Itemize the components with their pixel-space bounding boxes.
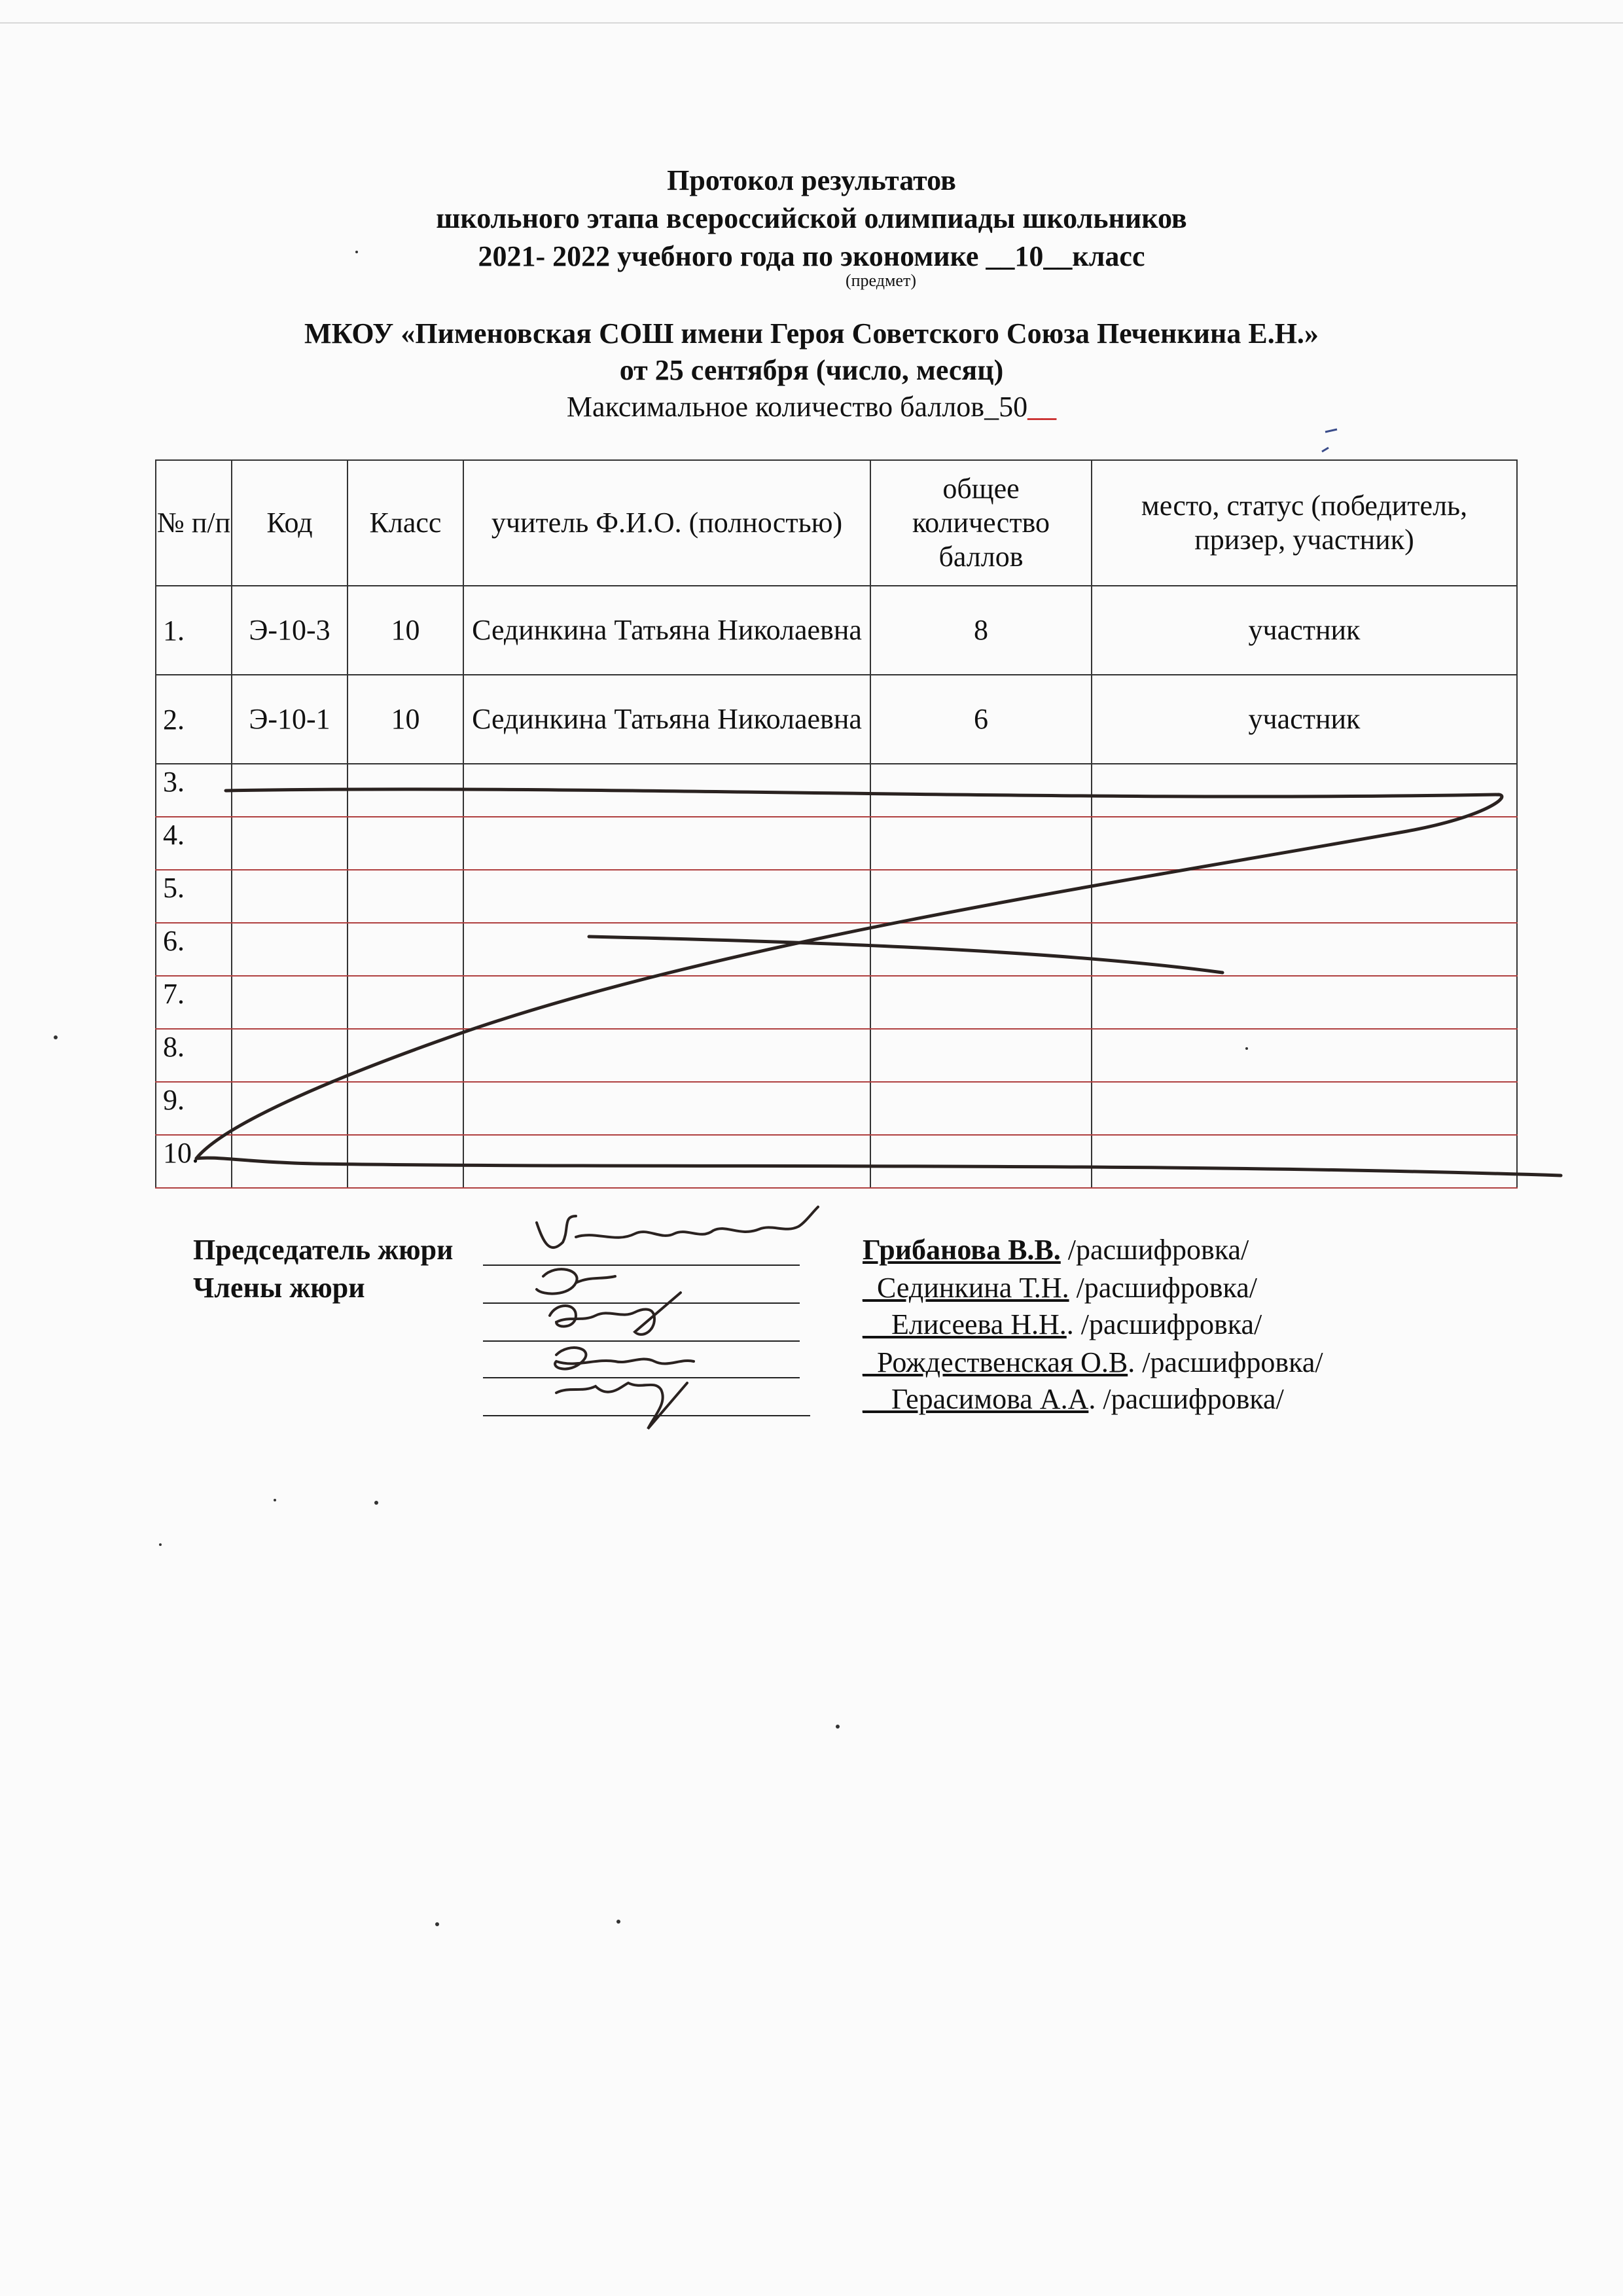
title-line1: Протокол результатов xyxy=(667,164,956,196)
header-code: Код xyxy=(232,460,348,586)
cell-class: 10 xyxy=(348,675,463,764)
member-name: Елисеева Н.Н. xyxy=(891,1308,1067,1340)
member-name: Рождественская О.В xyxy=(877,1346,1128,1378)
cell-num: 9. xyxy=(156,1082,232,1135)
cell-num: 4. xyxy=(156,817,232,870)
member-suffix: . /расшифровка/ xyxy=(1088,1383,1284,1415)
header-total: общее количество баллов xyxy=(870,460,1092,586)
cell-num: 8. xyxy=(156,1029,232,1082)
protocol-date: от 25 сентября (число, месяц) xyxy=(619,354,1004,386)
cell-teacher: Сединкина Татьяна Николаевна xyxy=(463,586,870,675)
member-suffix: /расшифровка/ xyxy=(1069,1272,1258,1304)
cell-teacher: Сединкина Татьяна Николаевна xyxy=(463,675,870,764)
cell-class: 10 xyxy=(348,586,463,675)
cell-total: 6 xyxy=(870,675,1092,764)
cell-num: 1. xyxy=(156,586,232,675)
cell-num: 2. xyxy=(156,675,232,764)
max-score-label: Максимальное количество баллов_50 xyxy=(566,391,1028,423)
subject-note: (предмет) xyxy=(845,271,916,290)
cell-num: 6. xyxy=(156,923,232,976)
school-name: МКОУ «Пименовская СОШ имени Героя Советского Союза Печенкина Е.Н.» xyxy=(304,317,1319,350)
chair-decode-suffix: /расшифровка/ xyxy=(1060,1234,1249,1266)
title-line3: 2021- 2022 учебного года по экономике __10__класс xyxy=(478,240,1145,272)
member-prefix: _ xyxy=(863,1272,877,1304)
header-place: место, статус (победитель, призер, участник) xyxy=(1092,460,1517,586)
header-teacher: учитель Ф.И.О. (полностью) xyxy=(463,460,870,586)
cell-place: участник xyxy=(1092,675,1517,764)
member-prefix: __ xyxy=(863,1383,891,1415)
members-label: Члены жюри xyxy=(193,1272,365,1304)
cell-code: Э-10-1 xyxy=(232,675,348,764)
cell-place: участник xyxy=(1092,586,1517,675)
chair-name: Грибанова В.В. xyxy=(863,1234,1061,1266)
chair-label: Председатель жюри xyxy=(193,1234,454,1266)
member-suffix: . /расшифровка/ xyxy=(1066,1308,1262,1340)
cell-num: 5. xyxy=(156,870,232,923)
member-suffix: . /расшифровка/ xyxy=(1128,1346,1323,1378)
cell-total: 8 xyxy=(870,586,1092,675)
cell-code: Э-10-3 xyxy=(232,586,348,675)
cell-num: 3. xyxy=(156,764,232,817)
header-class: Класс xyxy=(348,460,463,586)
member-prefix: _ xyxy=(863,1346,877,1378)
member-prefix: __ xyxy=(863,1308,891,1340)
header-num: № п/п xyxy=(156,460,232,586)
max-score-tail: __ xyxy=(1027,391,1057,423)
member-name: Сединкина Т.Н. xyxy=(877,1272,1069,1304)
cell-num: 10. xyxy=(156,1135,232,1188)
member-name: Герасимова А.А xyxy=(891,1383,1089,1415)
title-line2: школьного этапа всероссийской олимпиады школьников xyxy=(436,202,1187,234)
cell-num: 7. xyxy=(156,976,232,1029)
